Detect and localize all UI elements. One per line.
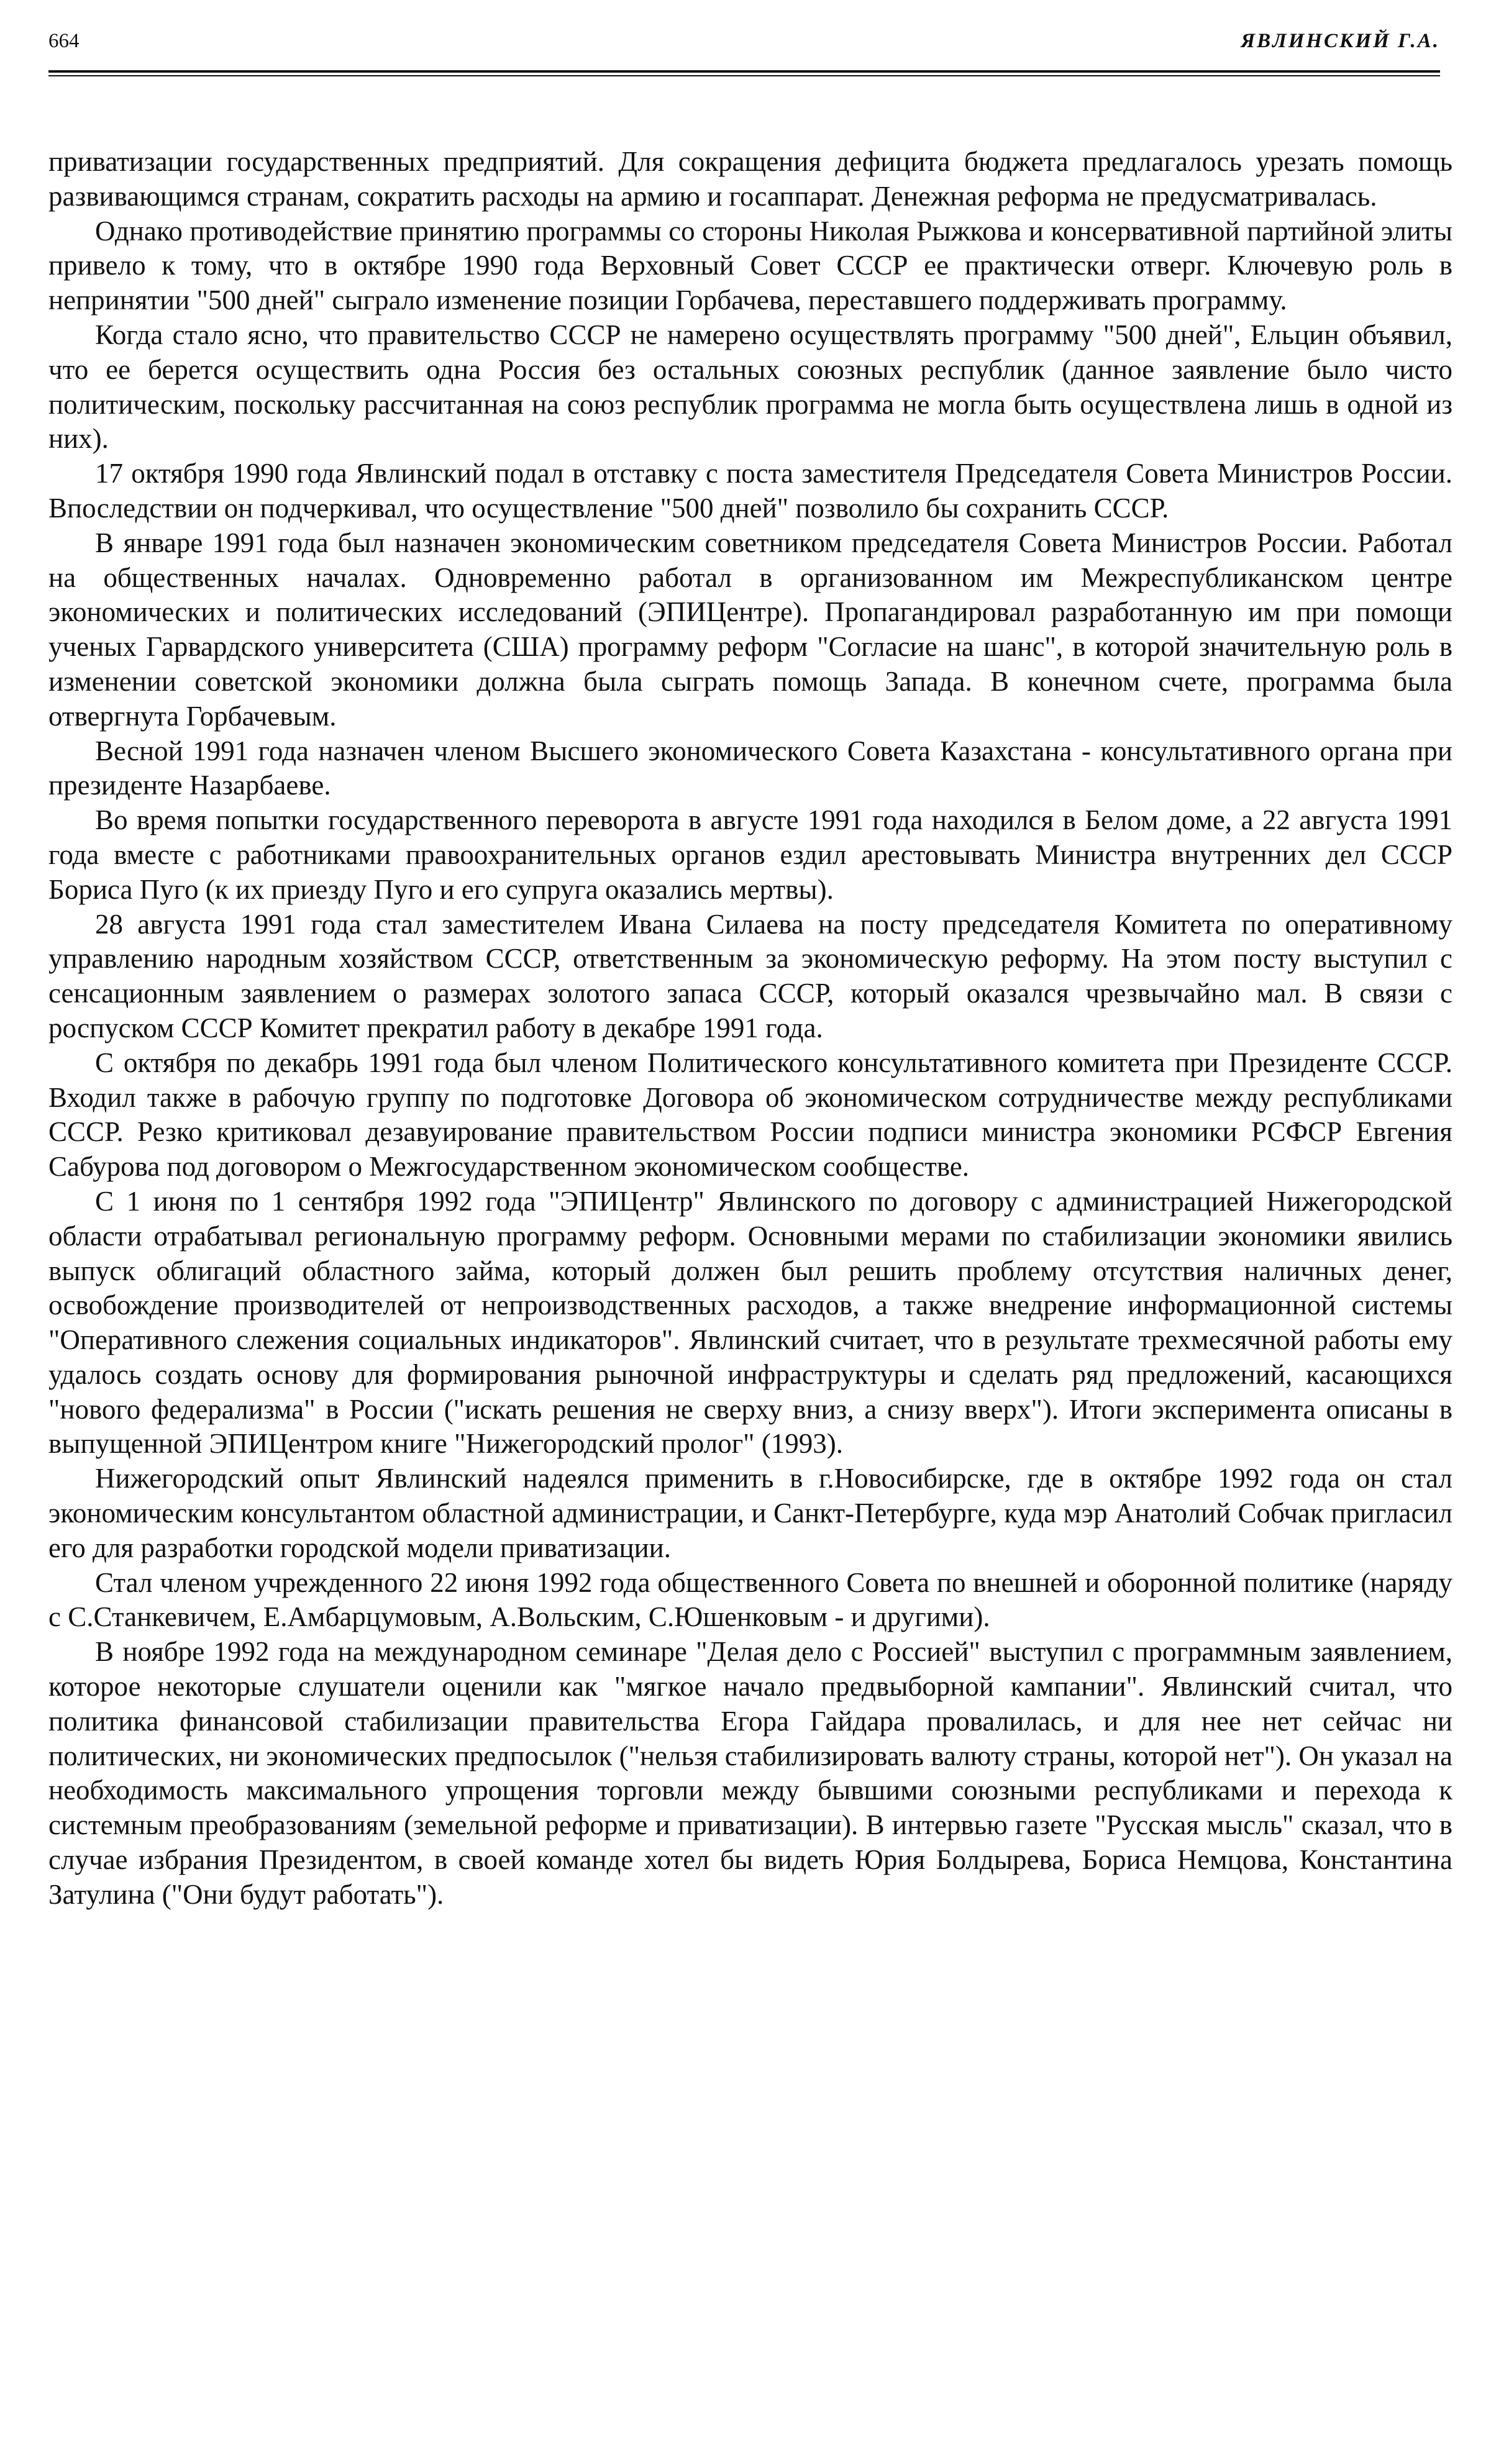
paragraph: Нижегородский опыт Явлинский надеялся применить в г.Новосибирске, где в октябре 1992 года он стал экономическим консультантом областной администрации, и Санкт-Петербурге, куда мэр Анатолий Собчак пригласил его для разработки городской модели приватизации. [48,1463,1452,1563]
paragraph: В ноябре 1992 года на международном семинаре "Делая дело с Россией" выступил с программным заявлением, которое некоторые слушатели оценили как "мягкое начало предвыборной кампании". Явлинский считал, что политика финансовой стабилизации правительства Егора Гайдара провалилась, и для нее нет сейчас ни политических, ни экономических предпосылок ("нельзя стабилизировать валюту страны, которой нет"). Он указал на необходимость максимального упрощения торговли между бывшими союзными республиками и перехода к системным преобразованиям (земельной реформе и приватизации). В интервью газете "Русская мысль" сказал, что в случае избрания Президентом, в своей команде хотел бы видеть Юрия Болдырева, Бориса Немцова, Константина Затулина ("Они будут работать"). [48,1636,1452,1910]
header-rule [48,70,1440,73]
paragraph: Весной 1991 года назначен членом Высшего экономического Совета Казахстана - консультативного органа при президенте Назарбаеве. [48,735,1452,801]
paragraph: 17 октября 1990 года Явлинский подал в отставку с поста заместителя Председателя Совета Министров России. Впоследствии он подчеркивал, что осуществление "500 дней" позволило бы сохранить СССР. [48,458,1452,524]
paragraph: приватизации государственных предприятий. Для сокращения дефицита бюджета предлагалось урезать помощь развивающимся странам, сократить расходы на армию и госаппарат. Денежная реформа не предусматривалась. [48,146,1452,212]
paragraph: Однако противодействие принятию программы со стороны Николая Рыжкова и консервативной партийной элиты привело к тому, что в октябре 1990 года Верховный Совет СССР ее практически отверг. Ключевую роль в непринятии "500 дней" сыграло изменение позиции Горбачева, переставшего поддерживать программу. [48,215,1452,316]
paragraph: С 1 июня по 1 сентября 1992 года "ЭПИЦентр" Явлинского по договору с администрацией Нижегородской области отрабатывал региональную программу реформ. Основными мерами по стабилизации экономики явились выпуск облигаций областного займа, который должен был решить проблему отсутствия наличных денег, освобождение производителей от непроизводственных расходов, а также внедрение информационной системы "Оперативного слежения социальных индикаторов". Явлинский считает, что в результате трехмесячной работы ему удалось создать основу для формирования рыночной инфраструктуры и сделать ряд предложений, касающихся "нового федерализма" в России ("искать решения не сверху вниз, а снизу вверх"). Итоги эксперимента описаны в выпущенной ЭПИЦентром книге "Нижегородский пролог" (1993). [48,1185,1452,1460]
paragraph: 28 августа 1991 года стал заместителем Ивана Силаева на посту председателя Комитета по оперативному управлению народным хозяйством СССР, ответственным за экономическую реформу. На этом посту выступил с сенсационным заявлением о размерах золотого запаса СССР, который оказался чрезвычайно мал. В связи с роспуском СССР Комитет прекратил работу в декабре 1991 года. [48,908,1452,1043]
body-text [48,145,1452,1912]
page-header [48,26,1440,63]
paragraph: В январе 1991 года был назначен экономическим советником председателя Совета Министров России. Работал на общественных началах. Одновременно работал в организованном им Межреспубликанском центре экономических и политических исследований (ЭПИЦентре). Пропагандировал разработанную им при помощи ученых Гарвардского университета (США) программу реформ "Согласие на шанс", в которой значительную роль в изменении советской экономики должна была сыграть помощь Запада. В конечном счете, программа была отвергнута Горбачевым. [48,527,1452,732]
paragraph: Во время попытки государственного переворота в августе 1991 года находился в Белом доме, а 22 августа 1991 года вместе с работниками правоохранительных органов ездил арестовывать Министра внутренних дел СССР Бориса Пуго (к их приезду Пуго и его супруга оказались мертвы). [48,804,1452,905]
header-rule-thin [48,75,1440,76]
paragraph: Стал членом учрежденного 22 июня 1992 года общественного Совета по внешней и оборонной политике (наряду с С.Станкевичем, Е.Амбарцумовым, А.Вольским, С.Юшенковым - и другими). [48,1566,1452,1633]
paragraph: Когда стало ясно, что правительство СССР не намерено осуществлять программу "500 дней", Ельцин объявил, что ее берется осуществить одна Россия без остальных союзных республик (данное заявление было чисто политическим, поскольку рассчитанная на союз республик программа не могла быть осуществлена лишь в одной из них). [48,319,1452,455]
running-head: ЯВЛИНСКИЙ Г.А. [1241,30,1440,52]
page-number: 664 [48,30,80,52]
paragraph: С октября по декабрь 1991 года был членом Политического консультативного комитета при Президенте СССР. Входил также в рабочую группу по подготовке Договора об экономическом сотрудничестве между республиками СССР. Резко критиковал дезавуирование правительством России подписи министра экономики РСФСР Евгения Сабурова под договором о Межгосударственном экономическом сообществе. [48,1047,1452,1183]
